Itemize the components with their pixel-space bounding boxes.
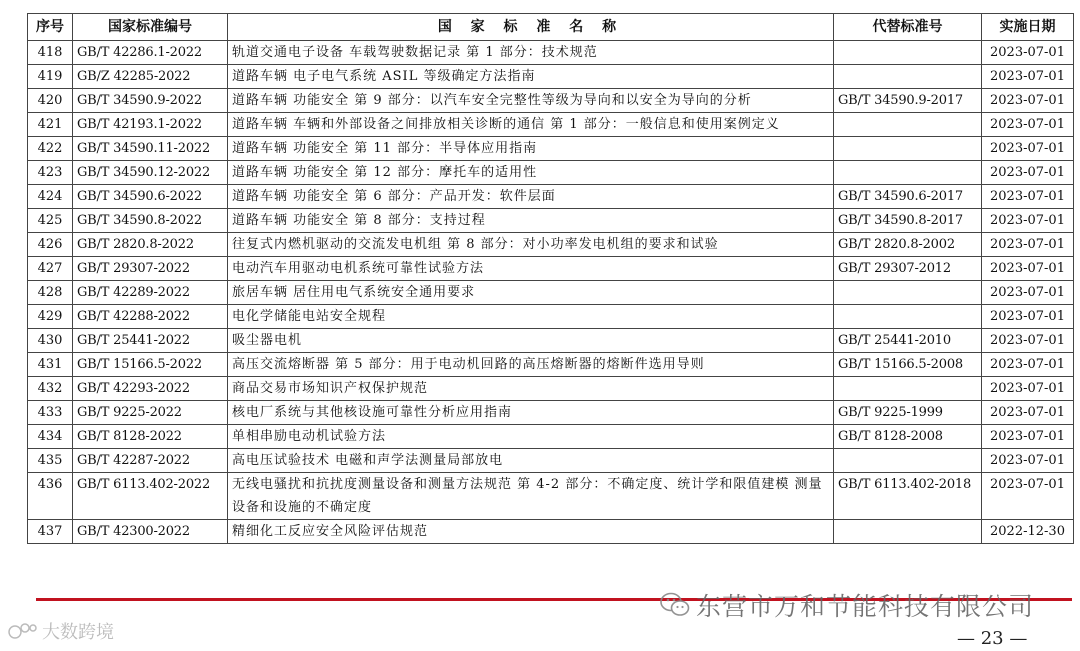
cell-standard-name: 精细化工反应安全风险评估规范 xyxy=(228,520,834,544)
cell-replaced-standard xyxy=(834,449,982,473)
wechat-icon xyxy=(660,592,690,618)
cell-replaced-standard xyxy=(834,161,982,185)
brand-logo-icon xyxy=(8,621,38,641)
cell-index: 425 xyxy=(28,209,73,233)
cell-effective-date: 2023-07-01 xyxy=(982,137,1074,161)
cell-effective-date: 2023-07-01 xyxy=(982,233,1074,257)
table-header-row xyxy=(28,14,1074,41)
cell-replaced-standard xyxy=(834,41,982,65)
cell-standard-name: 道路车辆 功能安全 第 9 部分：以汽车安全完整性等级为导向和以安全为导向的分析 xyxy=(228,89,834,113)
cell-effective-date: 2023-07-01 xyxy=(982,65,1074,89)
cell-standard-name: 道路车辆 车辆和外部设备之间排放相关诊断的通信 第 1 部分：一般信息和使用案例定义 xyxy=(228,113,834,137)
cell-index: 419 xyxy=(28,65,73,89)
cell-standard-code: GB/T 42289-2022 xyxy=(73,281,228,305)
company-watermark-text: 东营市万和节能科技有限公司 xyxy=(696,592,1035,621)
cell-replaced-standard: GB/T 29307-2012 xyxy=(834,257,982,281)
cell-effective-date: 2022-12-30 xyxy=(982,520,1074,544)
cell-replaced-standard: GB/T 34590.6-2017 xyxy=(834,185,982,209)
cell-effective-date: 2023-07-01 xyxy=(982,425,1074,449)
cell-standard-name: 高电压试验技术 电磁和声学法测量局部放电 xyxy=(228,449,834,473)
cell-standard-code: GB/T 42300-2022 xyxy=(73,520,228,544)
cell-standard-name: 无线电骚扰和抗扰度测量设备和测量方法规范 第 4-2 部分：不确定度、统计学和限值建模 测量设备和设施的不确定度 xyxy=(228,473,834,520)
cell-standard-code: GB/T 34590.9-2022 xyxy=(73,89,228,113)
cell-index: 421 xyxy=(28,113,73,137)
table-row xyxy=(28,353,1074,377)
cell-standard-code: GB/T 15166.5-2022 xyxy=(73,353,228,377)
table-row xyxy=(28,281,1074,305)
source-watermark xyxy=(8,618,114,644)
cell-standard-code: GB/T 34590.8-2022 xyxy=(73,209,228,233)
cell-standard-name: 道路车辆 功能安全 第 6 部分：产品开发：软件层面 xyxy=(228,185,834,209)
table-row xyxy=(28,89,1074,113)
cell-standard-name: 单相串励电动机试验方法 xyxy=(228,425,834,449)
cell-effective-date: 2023-07-01 xyxy=(982,41,1074,65)
cell-standard-code: GB/T 42193.1-2022 xyxy=(73,113,228,137)
header-effective-date: 实施日期 xyxy=(982,14,1074,41)
header-standard-code: 国家标准编号 xyxy=(73,14,228,41)
cell-standard-code: GB/T 8128-2022 xyxy=(73,425,228,449)
cell-standard-code: GB/T 25441-2022 xyxy=(73,329,228,353)
cell-effective-date: 2023-07-01 xyxy=(982,89,1074,113)
standards-table xyxy=(27,13,1074,544)
cell-replaced-standard xyxy=(834,305,982,329)
table-row xyxy=(28,449,1074,473)
cell-index: 422 xyxy=(28,137,73,161)
table-row xyxy=(28,41,1074,65)
table-row xyxy=(28,233,1074,257)
cell-replaced-standard: GB/T 8128-2008 xyxy=(834,425,982,449)
company-watermark xyxy=(660,587,1034,623)
cell-standard-name: 旅居车辆 居住用电气系统安全通用要求 xyxy=(228,281,834,305)
header-index: 序号 xyxy=(28,14,73,41)
cell-standard-name: 往复式内燃机驱动的交流发电机组 第 8 部分：对小功率发电机组的要求和试验 xyxy=(228,233,834,257)
cell-standard-name: 道路车辆 功能安全 第 11 部分：半导体应用指南 xyxy=(228,137,834,161)
table-row xyxy=(28,401,1074,425)
cell-standard-name: 核电厂系统与其他核设施可靠性分析应用指南 xyxy=(228,401,834,425)
cell-index: 430 xyxy=(28,329,73,353)
table-row xyxy=(28,473,1074,520)
cell-standard-name: 商品交易市场知识产权保护规范 xyxy=(228,377,834,401)
source-watermark-text: 大数跨境 xyxy=(42,622,114,643)
cell-replaced-standard: GB/T 34590.8-2017 xyxy=(834,209,982,233)
cell-effective-date: 2023-07-01 xyxy=(982,329,1074,353)
table-row xyxy=(28,377,1074,401)
cell-index: 423 xyxy=(28,161,73,185)
cell-effective-date: 2023-07-01 xyxy=(982,113,1074,137)
cell-replaced-standard: GB/T 9225-1999 xyxy=(834,401,982,425)
table-row xyxy=(28,305,1074,329)
cell-standard-name: 吸尘器电机 xyxy=(228,329,834,353)
cell-index: 420 xyxy=(28,89,73,113)
cell-standard-name: 轨道交通电子设备 车载驾驶数据记录 第 1 部分：技术规范 xyxy=(228,41,834,65)
cell-standard-name: 电化学储能电站安全规程 xyxy=(228,305,834,329)
cell-standard-code: GB/T 2820.8-2022 xyxy=(73,233,228,257)
cell-replaced-standard xyxy=(834,65,982,89)
cell-standard-name: 道路车辆 功能安全 第 12 部分：摩托车的适用性 xyxy=(228,161,834,185)
cell-standard-code: GB/T 9225-2022 xyxy=(73,401,228,425)
cell-effective-date: 2023-07-01 xyxy=(982,185,1074,209)
cell-index: 434 xyxy=(28,425,73,449)
cell-index: 432 xyxy=(28,377,73,401)
page-number: — 23 — xyxy=(957,628,1028,649)
cell-standard-name: 高压交流熔断器 第 5 部分：用于电动机回路的高压熔断器的熔断件选用导则 xyxy=(228,353,834,377)
cell-effective-date: 2023-07-01 xyxy=(982,401,1074,425)
cell-index: 431 xyxy=(28,353,73,377)
cell-effective-date: 2023-07-01 xyxy=(982,209,1074,233)
cell-standard-code: GB/Z 42285-2022 xyxy=(73,65,228,89)
cell-replaced-standard xyxy=(834,377,982,401)
cell-standard-code: GB/T 42293-2022 xyxy=(73,377,228,401)
cell-effective-date: 2023-07-01 xyxy=(982,473,1074,520)
cell-effective-date: 2023-07-01 xyxy=(982,449,1074,473)
cell-standard-name: 电动汽车用驱动电机系统可靠性试验方法 xyxy=(228,257,834,281)
cell-index: 433 xyxy=(28,401,73,425)
cell-replaced-standard xyxy=(834,281,982,305)
cell-effective-date: 2023-07-01 xyxy=(982,281,1074,305)
table-body xyxy=(28,41,1074,544)
cell-effective-date: 2023-07-01 xyxy=(982,377,1074,401)
table-row xyxy=(28,185,1074,209)
cell-effective-date: 2023-07-01 xyxy=(982,305,1074,329)
cell-effective-date: 2023-07-01 xyxy=(982,161,1074,185)
cell-index: 427 xyxy=(28,257,73,281)
cell-index: 418 xyxy=(28,41,73,65)
cell-effective-date: 2023-07-01 xyxy=(982,257,1074,281)
cell-standard-code: GB/T 42286.1-2022 xyxy=(73,41,228,65)
cell-replaced-standard: GB/T 15166.5-2008 xyxy=(834,353,982,377)
cell-replaced-standard: GB/T 2820.8-2002 xyxy=(834,233,982,257)
header-standard-name: 国 家 标 准 名 称 xyxy=(228,14,834,41)
cell-index: 429 xyxy=(28,305,73,329)
cell-replaced-standard xyxy=(834,520,982,544)
cell-standard-code: GB/T 34590.6-2022 xyxy=(73,185,228,209)
cell-standard-code: GB/T 6113.402-2022 xyxy=(73,473,228,520)
cell-standard-code: GB/T 34590.11-2022 xyxy=(73,137,228,161)
cell-standard-code: GB/T 42287-2022 xyxy=(73,449,228,473)
table-row xyxy=(28,329,1074,353)
cell-index: 437 xyxy=(28,520,73,544)
cell-replaced-standard: GB/T 25441-2010 xyxy=(834,329,982,353)
cell-replaced-standard: GB/T 6113.402-2018 xyxy=(834,473,982,520)
cell-standard-code: GB/T 42288-2022 xyxy=(73,305,228,329)
table-row xyxy=(28,257,1074,281)
cell-standard-name: 道路车辆 电子电气系统 ASIL 等级确定方法指南 xyxy=(228,65,834,89)
table-row xyxy=(28,113,1074,137)
cell-replaced-standard xyxy=(834,113,982,137)
cell-standard-code: GB/T 34590.12-2022 xyxy=(73,161,228,185)
cell-index: 426 xyxy=(28,233,73,257)
table-row xyxy=(28,209,1074,233)
cell-replaced-standard: GB/T 34590.9-2017 xyxy=(834,89,982,113)
cell-index: 428 xyxy=(28,281,73,305)
cell-index: 436 xyxy=(28,473,73,520)
table-row xyxy=(28,520,1074,544)
cell-index: 435 xyxy=(28,449,73,473)
table-row xyxy=(28,161,1074,185)
cell-index: 424 xyxy=(28,185,73,209)
cell-standard-name: 道路车辆 功能安全 第 8 部分：支持过程 xyxy=(228,209,834,233)
table-row xyxy=(28,65,1074,89)
cell-effective-date: 2023-07-01 xyxy=(982,353,1074,377)
table-row xyxy=(28,137,1074,161)
cell-replaced-standard xyxy=(834,137,982,161)
header-replaced-standard: 代替标准号 xyxy=(834,14,982,41)
cell-standard-code: GB/T 29307-2022 xyxy=(73,257,228,281)
table-row xyxy=(28,425,1074,449)
